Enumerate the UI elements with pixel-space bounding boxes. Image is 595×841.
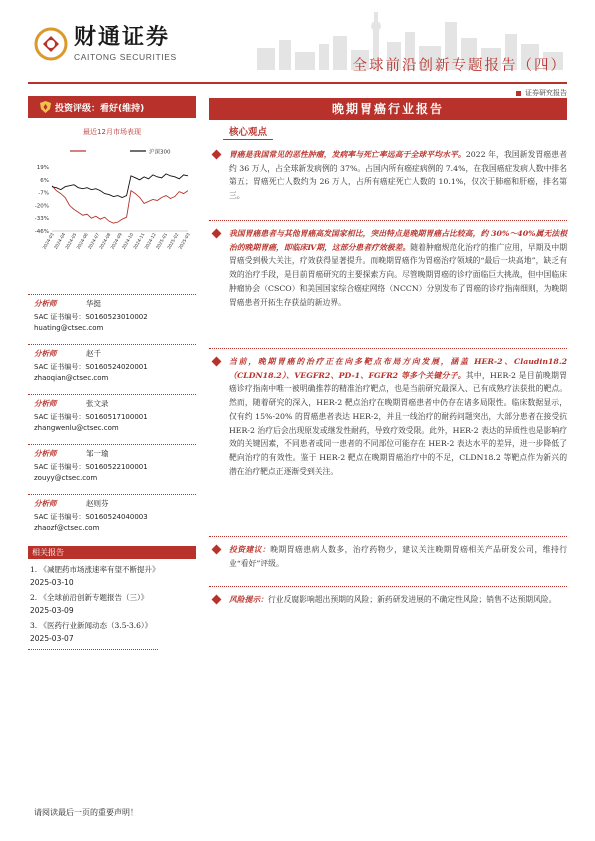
- x-tick-label: 2024-09: [110, 232, 124, 251]
- diamond-bullet-icon: [212, 595, 222, 605]
- x-tick-label: 2024-04: [53, 232, 68, 251]
- disclaimer-note: 请阅读最后一页的重要声明！: [34, 808, 138, 817]
- viewpoint-text: [229, 227, 567, 309]
- diamond-bullet-icon: [212, 357, 222, 367]
- related-report-title[interactable]: 1. 《减肥药市场涨速率有望不断提升》: [30, 565, 160, 574]
- analyst-card: [28, 444, 196, 494]
- x-tick-label: 2024-11: [133, 232, 147, 251]
- analyst-email-link[interactable]: huating@ctsec.com: [34, 324, 104, 332]
- y-tick-label: 19%: [36, 165, 49, 171]
- caitong-logo: [34, 26, 177, 62]
- square-bullet-icon: [516, 91, 521, 96]
- diamond-bullet-icon: [212, 229, 222, 239]
- viewpoint-text: [229, 593, 567, 607]
- shield-icon: [40, 101, 51, 113]
- x-tick-label: 2024-10: [121, 232, 136, 251]
- related-report-item[interactable]: [28, 592, 196, 615]
- diamond-bullet-icon: [212, 150, 222, 160]
- x-tick-label: 2024-12: [144, 232, 158, 251]
- analyst-card: [28, 344, 196, 394]
- x-tick-label: 2024-06: [76, 232, 90, 251]
- analyst-name: 张文录: [86, 399, 109, 408]
- analyst-name: 赵则芬: [86, 499, 109, 508]
- core-viewpoints-label: 核心观点: [223, 123, 273, 140]
- legend-label: 沪深300: [149, 149, 171, 156]
- analyst-role: 分析师: [34, 499, 57, 508]
- viewpoint-body: 其中，HER-2 是目前晚期胃癌诊疗指南中唯一被明确推荐的精准治疗靶点，也是当前研究最深入、已有成熟疗法获批的靶点。然而，随着研究的深入，HER-2 靶点治疗在晚期胃癌患者中仍存在诸多局限性。临床数据显示，仅有约 15%-20% 的胃癌患者表达 HER-2，并且一线治疗的耐药问题突出，大部分患者在接受抗 HER-2 治疗后会出现原发或继发性耐药，导致疗效受限。此外，HER-2 表达的异质性也是影响疗效的关键因素，不同患者或同一患者的不同部位可能存在 HER-2 表达水平的差异，进一步降低了靶向治疗的有效性。鉴于 HER-2 靶点在晚期胃癌治疗中的不足，CLDN18.2 等靶点作为新兴的潜在治疗靶点正逐渐受到关注。: [229, 370, 567, 476]
- analyst-sac-number: SAC 证书编号：S0160523010002: [34, 313, 148, 321]
- viewpoint-divider: [209, 348, 567, 349]
- viewpoint-item: [209, 148, 567, 203]
- series-line: [52, 186, 188, 223]
- viewpoint-item: [209, 593, 567, 607]
- related-reports-divider: [28, 649, 158, 650]
- viewpoint-highlight: 风险提示：: [229, 595, 268, 604]
- report-header: [0, 0, 595, 97]
- x-tick-label: 2024-08: [99, 232, 113, 251]
- related-report-date: 2025-03-10: [30, 578, 74, 587]
- analyst-role: 分析师: [34, 349, 57, 358]
- y-tick-label: -20%: [34, 203, 49, 210]
- viewpoint-text: [229, 355, 567, 478]
- analyst-email-link[interactable]: zhaoqian@ctsec.com: [34, 374, 109, 382]
- y-tick-label: -7%: [38, 190, 49, 197]
- left-sidebar: [28, 96, 196, 259]
- market-performance-title: 最近12月市场表现: [83, 128, 141, 136]
- related-report-title[interactable]: 2. 《全球前沿创新专题报告（三）》: [30, 593, 149, 602]
- analyst-email-link[interactable]: zhangwenlu@ctsec.com: [34, 424, 119, 432]
- research-report-tag: [516, 88, 567, 98]
- viewpoint-divider: [209, 586, 567, 587]
- y-tick-label: -33%: [34, 216, 49, 223]
- related-report-title[interactable]: 3. 《医药行业新闻动态（3.5-3.6）》: [30, 621, 153, 630]
- viewpoint-text: [229, 543, 567, 570]
- x-tick-label: 2024-07: [87, 232, 102, 251]
- analyst-card: [28, 494, 196, 544]
- related-reports: [28, 546, 196, 650]
- x-tick-label: 2025-02: [167, 232, 181, 251]
- x-tick-label: 2025-01: [155, 232, 170, 251]
- analyst-name: 华挺: [86, 299, 101, 308]
- viewpoint-text: [229, 148, 567, 203]
- investment-rating-bar: [28, 96, 196, 118]
- analyst-role: 分析师: [34, 399, 57, 408]
- diamond-bullet-icon: [212, 545, 222, 555]
- report-series-title: 全球前沿创新专题报告（四）: [352, 58, 567, 74]
- viewpoint-divider: [209, 220, 567, 221]
- investment-rating-label: 投资评级：看好(维持): [55, 103, 145, 114]
- viewpoint-highlight: 当前，晚期胃癌的治疗正在向多靶点布局方向发展，涵盖 HER-2、Claudin18.2（CLDN18.2）、VEGFR2、PD-1、FGFR2 等多个关键分子。: [229, 357, 567, 380]
- related-report-item[interactable]: [28, 620, 196, 643]
- viewpoint-item: [209, 355, 567, 478]
- analyst-sac-number: SAC 证书编号：S0160522100001: [34, 463, 148, 471]
- analyst-card: [28, 294, 196, 344]
- analyst-role: 分析师: [34, 299, 57, 308]
- logo-chinese: 财通证券: [74, 25, 171, 50]
- viewpoint-item: [209, 543, 567, 570]
- analyst-list: [28, 294, 196, 544]
- x-tick-label: 2024-03: [42, 232, 56, 251]
- analyst-card: [28, 394, 196, 444]
- viewpoint-highlight: 我国胃癌患者与其他胃癌高发国家相比，突出特点是晚期胃癌占比较高，约 30%～40%属无法根治的晚期胃癌，即临床Ⅳ期，这部分患者疗效极差。: [229, 229, 567, 252]
- report-main-title: 晚期胃癌行业报告: [209, 98, 567, 120]
- related-report-date: 2025-03-07: [30, 634, 74, 643]
- viewpoint-body: 随着肿瘤规范化治疗的推广应用，早期及中期胃癌受到极大关注，疗效获得显著提升。而晚期胃癌作为胃癌治疗领域的“最后一块高地”，缺乏有效的治疗手段，是目前胃癌研究的主要探索方向。尽管晚期胃癌的诊疗面临巨大挑战，但中国临床肿瘤协会（CSCO）和美国国家综合癌症网络（NCCN）分别发布了胃癌的诊疗指南细则，为晚期胃癌患者开拓生存获益的新边界。: [229, 242, 567, 307]
- related-report-date: 2025-03-09: [30, 606, 74, 615]
- viewpoint-body: 行业反腐影响超出预期的风险；新药研发进展的不确定性风险；销售不达预期风险。: [267, 595, 557, 604]
- research-report-label: 证券研究报告: [525, 89, 567, 97]
- viewpoint-body: 晚期胃癌患病人数多，治疗药物少，建议关注晚期胃癌相关产品研发公司，维持行业“看好”评级。: [229, 545, 568, 568]
- main-content: [209, 98, 567, 140]
- analyst-sac-number: SAC 证书编号：S0160524040003: [34, 513, 148, 521]
- analyst-sac-number: SAC 证书编号：S0160517100001: [34, 413, 148, 421]
- viewpoint-body: 2022 年，我国新发胃癌患者约 36 万人，占全球新发病例的 37%。占国内所有癌症病例的 7.4%，在我国癌症发病人数中排名第五；胃癌死亡人数约为 26 万人，占所有癌症死亡人数的 10.1%，仅次于肺癌和肝癌，排名第三。: [229, 150, 567, 201]
- x-tick-label: 2025-03: [178, 232, 192, 251]
- related-reports-title: 相关报告: [28, 546, 196, 559]
- header-divider: [28, 82, 567, 84]
- caitong-logo-icon: [34, 27, 68, 61]
- analyst-sac-number: SAC 证书编号：S0160524020001: [34, 363, 148, 371]
- market-performance-chart: [28, 141, 196, 259]
- x-tick-label: 2024-05: [65, 232, 79, 251]
- analyst-email-link[interactable]: zhaozf@ctsec.com: [34, 524, 100, 532]
- logo-english: CAITONG SECURITIES: [74, 52, 177, 62]
- y-tick-label: 6%: [40, 177, 49, 184]
- y-tick-label: -46%: [34, 229, 49, 235]
- series-line: [52, 174, 188, 198]
- analyst-name: 邹一瑜: [86, 449, 109, 458]
- viewpoint-highlight: 胃癌是我国常见的恶性肿瘤，发病率与死亡率远高于全球平均水平。: [229, 150, 466, 159]
- viewpoint-highlight: 投资建议：: [229, 545, 271, 554]
- analyst-name: 赵千: [86, 349, 101, 358]
- analyst-email-link[interactable]: zouyy@ctsec.com: [34, 474, 98, 482]
- viewpoint-item: [209, 227, 567, 309]
- analyst-role: 分析师: [34, 449, 57, 458]
- related-report-item[interactable]: [28, 564, 196, 587]
- viewpoint-divider: [209, 536, 567, 537]
